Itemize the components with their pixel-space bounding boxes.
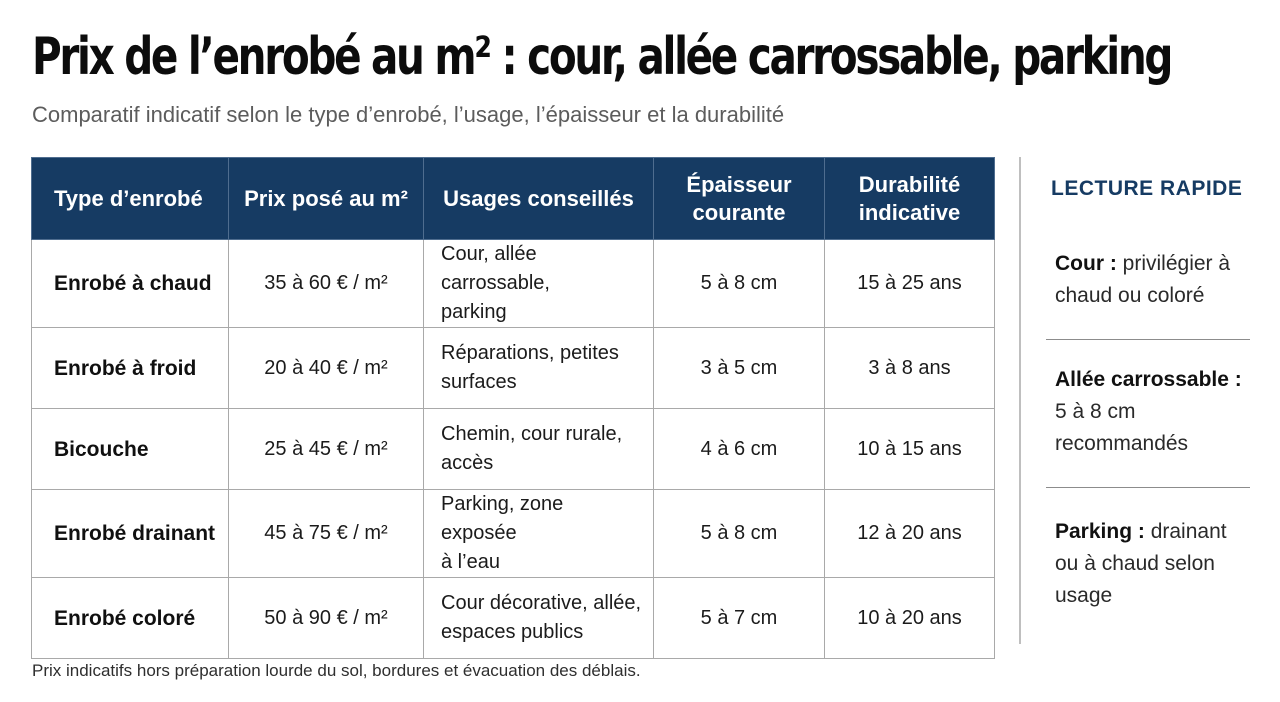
sidebar-title: LECTURE RAPIDE xyxy=(1051,177,1243,200)
sidebar-note-cour xyxy=(1055,248,1255,312)
table-row xyxy=(32,409,995,490)
sidebar-note-text: 5 à 8 cm recommandés xyxy=(1055,400,1189,455)
cell-usage-line2: espaces publics xyxy=(441,621,584,643)
cell-price: 50 à 90 € / m² xyxy=(229,578,424,659)
cell-type: Bicouche xyxy=(32,409,229,490)
cell-thickness: 4 à 6 cm xyxy=(654,409,825,490)
cell-usage xyxy=(424,240,654,328)
column-header-type: Type d’enrobé xyxy=(32,158,229,240)
cell-usage xyxy=(424,409,654,490)
sidebar-note-label: Parking : xyxy=(1055,520,1145,543)
table-row xyxy=(32,490,995,578)
sidebar-note-label: Cour : xyxy=(1055,252,1117,275)
column-header-thickness-line2: courante xyxy=(692,199,786,225)
cell-usage-line2: surfaces xyxy=(441,371,517,393)
cell-usage-line1: Cour, allée carrossable, xyxy=(441,243,550,294)
cell-usage-line2: accès xyxy=(441,452,494,474)
cell-thickness: 5 à 7 cm xyxy=(654,578,825,659)
cell-thickness: 3 à 5 cm xyxy=(654,328,825,409)
sidebar-note-label: Allée carrossable : xyxy=(1055,368,1242,391)
cell-durability: 15 à 25 ans xyxy=(825,240,995,328)
cell-durability: 12 à 20 ans xyxy=(825,490,995,578)
column-header-price: Prix posé au m² xyxy=(229,158,424,240)
sidebar-note-text: drainant ou à chaud selon usage xyxy=(1055,520,1227,607)
page-subtitle: Comparatif indicatif selon le type d’enrobé, l’usage, l’épaisseur et la durabilité xyxy=(32,102,785,127)
cell-type: Enrobé drainant xyxy=(32,490,229,578)
footnote: Prix indicatifs hors préparation lourde du sol, bordures et évacuation des déblais. xyxy=(32,661,641,680)
table-row xyxy=(32,240,995,328)
cell-usage xyxy=(424,578,654,659)
column-header-thickness xyxy=(654,158,825,240)
cell-thickness: 5 à 8 cm xyxy=(654,490,825,578)
table-row xyxy=(32,328,995,409)
cell-usage xyxy=(424,490,654,578)
cell-price: 20 à 40 € / m² xyxy=(229,328,424,409)
table-row xyxy=(32,578,995,659)
cell-type: Enrobé coloré xyxy=(32,578,229,659)
cell-usage-line2: à l’eau xyxy=(441,551,500,573)
cell-usage-line1: Réparations, petites xyxy=(441,342,619,364)
cell-usage xyxy=(424,328,654,409)
column-header-durability xyxy=(825,158,995,240)
cell-usage-line1: Chemin, cour rurale, xyxy=(441,423,623,445)
page-title: Prix de l’enrobé au m² : cour, allée carrossable, parking xyxy=(32,27,1172,87)
sidebar-divider xyxy=(1019,157,1021,644)
cell-usage-line1: Cour décorative, allée, xyxy=(441,592,642,614)
cell-durability: 10 à 20 ans xyxy=(825,578,995,659)
cell-usage-line2: parking xyxy=(441,301,507,323)
sidebar-note-text: privilégier à chaud ou coloré xyxy=(1055,252,1231,307)
sidebar-note-allee xyxy=(1055,364,1255,460)
cell-durability: 3 à 8 ans xyxy=(825,328,995,409)
cell-type: Enrobé à froid xyxy=(32,328,229,409)
cell-durability: 10 à 15 ans xyxy=(825,409,995,490)
cell-price: 35 à 60 € / m² xyxy=(229,240,424,328)
sidebar-note-parking xyxy=(1055,516,1255,612)
price-comparison-table xyxy=(31,157,995,659)
table-header-row xyxy=(32,158,995,240)
column-header-durability-line1: Durabilité xyxy=(858,171,961,197)
column-header-thickness-line1: Épaisseur xyxy=(686,171,792,197)
sidebar-rule xyxy=(1046,487,1250,488)
cell-price: 45 à 75 € / m² xyxy=(229,490,424,578)
cell-price: 25 à 45 € / m² xyxy=(229,409,424,490)
cell-thickness: 5 à 8 cm xyxy=(654,240,825,328)
column-header-usage: Usages conseillés xyxy=(424,158,654,240)
cell-type: Enrobé à chaud xyxy=(32,240,229,328)
column-header-durability-line2: indicative xyxy=(858,199,961,225)
cell-usage-line1: Parking, zone exposée xyxy=(441,493,564,544)
sidebar-rule xyxy=(1046,339,1250,340)
